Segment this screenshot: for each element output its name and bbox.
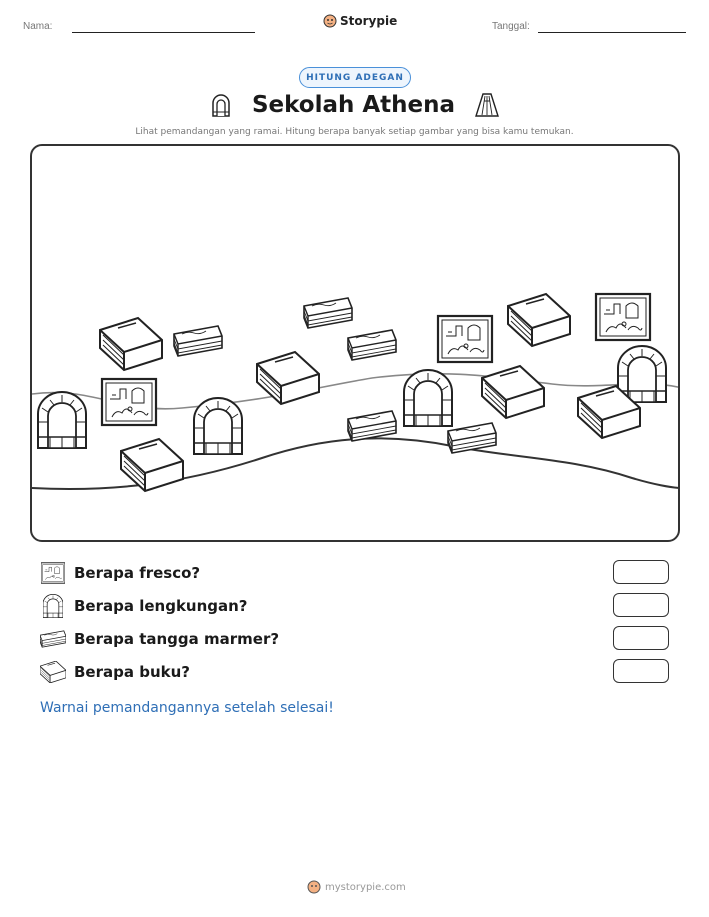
name-label: Nama: (23, 21, 53, 32)
coloring-note: Warnai pemandangannya setelah selesai! (40, 700, 334, 716)
date-label: Tanggal: (492, 21, 530, 32)
brand-logo (323, 14, 397, 28)
page-title: Sekolah Athena (251, 92, 456, 118)
site-url: mystorypie.com (325, 881, 406, 893)
seek-and-find-scene[interactable] (30, 144, 680, 542)
arch-icon (40, 593, 66, 619)
name-field[interactable] (72, 32, 255, 33)
instructions: Lihat pemandangan yang ramai. Hitung berapa banyak setiap gambar yang bisa kamu temukan. (135, 127, 574, 137)
book-icon (40, 659, 66, 685)
arch-icon (208, 92, 234, 118)
question-text: Berapa tangga marmer? (74, 630, 280, 648)
question-arch (40, 593, 670, 619)
fresco-icon (40, 560, 66, 586)
question-marble-steps (40, 626, 670, 652)
question-text: Berapa buku? (74, 663, 190, 681)
question-fresco (40, 560, 670, 586)
answer-box-book[interactable] (613, 659, 669, 683)
storypie-mascot-icon (307, 880, 321, 894)
question-book (40, 659, 670, 685)
answer-box-fresco[interactable] (613, 560, 669, 584)
marble-steps-icon (40, 626, 66, 652)
question-text: Berapa fresco? (74, 564, 201, 582)
storypie-mascot-icon (323, 14, 337, 28)
answer-box-arch[interactable] (613, 593, 669, 617)
scene-illustration (32, 146, 680, 542)
activity-badge: HITUNG ADEGAN (299, 67, 411, 88)
toga-icon (473, 91, 501, 119)
question-text: Berapa lengkungan? (74, 597, 248, 615)
answer-box-marble-steps[interactable] (613, 626, 669, 650)
date-field[interactable] (538, 32, 686, 33)
site-footer (307, 880, 406, 894)
brand-name: Storypie (340, 14, 398, 28)
